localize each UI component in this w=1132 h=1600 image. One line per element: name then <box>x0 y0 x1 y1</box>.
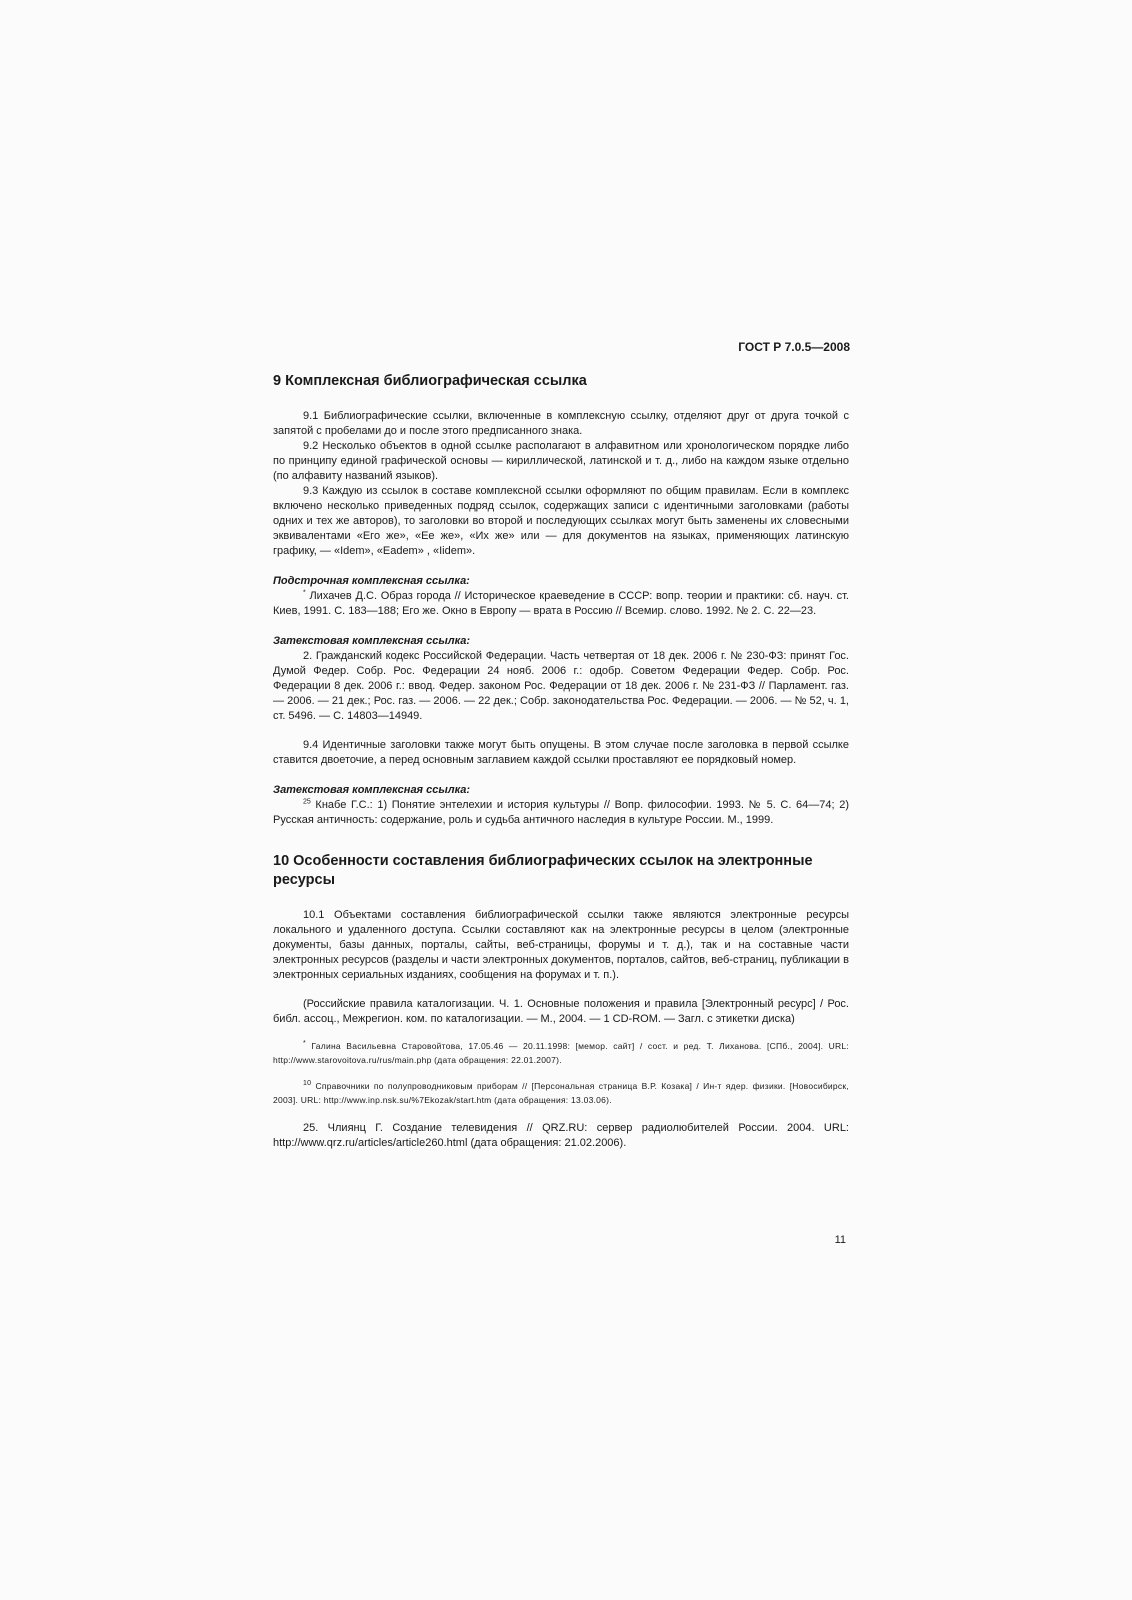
example-label-endtext-2: Затекстовая комплексная ссылка: <box>273 784 471 796</box>
example-endtext-reference-2 <box>273 798 849 828</box>
example-label-endtext: Затекстовая комплексная ссылка: <box>273 635 471 647</box>
section-10-title: 10 Особенности составления библиографических ссылок на электронные ресурсы <box>273 853 813 888</box>
section-9-title: 9 Комплексная библиографическая ссылка <box>273 373 587 389</box>
example-text: Справочники по полупроводниковым приборам // [Персональная страница В.Р. Козака] / Ин-т ядер. физики. [Новосибирск, 2003]. URL: http://www.inp.nsk.su/%7Ekozak/start.htm (дата обращения: 13.03.06). <box>273 1081 849 1105</box>
paragraph-9-1: 9.1 Библиографические ссылки, включенные в комплексную ссылку, отделяют друг от друга точкой с запятой с пробелами до и после этого предписанного знака. <box>273 410 849 437</box>
document-header: ГОСТ Р 7.0.5—2008 <box>738 340 850 354</box>
footnote-marker: 25 <box>303 798 311 806</box>
example-text: Галина Васильевна Старовойтова, 17.05.46 — 20.11.1998: [мемор. сайт] / сост. и ред. Т. Лиханова. [СПб., 2004]. URL: http://www.starovoitova.ru/rus/main.php (дата обращения: 22.01.2007). <box>273 1041 849 1065</box>
footnote-marker: 10 <box>303 1080 312 1088</box>
page-number: 11 <box>834 1234 846 1246</box>
example-footnote-reference <box>273 589 849 619</box>
example-label-footnote: Подстрочная комплексная ссылка: <box>273 575 470 587</box>
footnote-marker: * <box>303 589 306 597</box>
example-in-text-reference: (Российские правила каталогизации. Ч. 1. Основные положения и правила [Электронный ресурс] / Рос. библ. ассоц., Межрегион. ком. по каталогизации. — М., 2004. — 1 CD-ROM. — Загл. с этикетки диска) <box>273 998 849 1025</box>
example-text: Лихачев Д.С. Образ города // Историческое краеведение в СССР: вопр. теории и практики: сб. науч. ст. Киев, 1991. С. 183—188; Его же. Окно в Европу — врата в Россию // Всемир. слово. 1992. № 2. С. 22—23. <box>273 590 849 617</box>
paragraph-9-3: 9.3 Каждую из ссылок в составе комплексной ссылки оформляют по общим правилам. Если в комплекс включено несколько приведенных подряд ссылок, содержащих записи с идентичными заголовками (работы одних и тех же авторов), то заголовки во второй и последующих ссылках могут быть заменены их словесными эквивалентами «Его же», «Ее же», «Их же» или — для документов на языках, применяющих латинскую графику, — «Idem», «Eadem» , «Iidem». <box>273 485 849 557</box>
example-footnote-starovoitova <box>273 1039 849 1067</box>
page-content <box>273 372 849 1151</box>
example-footnote-kozak <box>273 1079 849 1107</box>
paragraph-9-4: 9.4 Идентичные заголовки также могут быть опущены. В этом случае после заголовка в первой ссылке ставится двоеточие, а перед основным заглавием каждой ссылки проставляют ее порядковый номер. <box>273 739 849 766</box>
example-text: Кнабе Г.С.: 1) Понятие энтелехии и история культуры // Вопр. философии. 1993. № 5. С. 64—74; 2) Русская античность: содержание, роль и судьба античного наследия в культуре России. М., 1999. <box>273 799 849 826</box>
example-endtext-qrz: 25. Члиянц Г. Создание телевидения // QRZ.RU: сервер радиолюбителей России. 2004. URL: http://www.qrz.ru/articles/article260.html (дата обращения: 21.02.2006). <box>273 1122 849 1149</box>
paragraph-9-2: 9.2 Несколько объектов в одной ссылке располагают в алфавитном или хронологическом порядке либо по принципу единой графической основы — кириллической, латинской и т. д., либо на каждом языке отдельно (по алфавиту названий языков). <box>273 440 849 482</box>
paragraph-10-1: 10.1 Объектами составления библиографической ссылки также являются электронные ресурсы локального и удаленного доступа. Ссылки составляют как на электронные ресурсы в целом (электронные документы, базы данных, порталы, сайты, веб-страницы, форумы и т. д.), так и на составные части электронных ресурсов (разделы и части электронных документов, порталов, сайтов, веб-страниц, публикации в электронных сериальных изданиях, сообщения на форумах и т. п.). <box>273 909 849 981</box>
example-endtext-reference: 2. Гражданский кодекс Российской Федерации. Часть четвертая от 18 дек. 2006 г. № 230-ФЗ: принят Гос. Думой Федер. Собр. Рос. Федерации 24 нояб. 2006 г.: одобр. Советом Федерации Федер. Собр. Рос. Федерации 8 дек. 2006 г.: ввод. Федер. законом Рос. Федерации от 18 дек. 2006 г. № 231-ФЗ // Парламент. газ. — 2006. — 21 дек.; Рос. газ. — 2006. — 22 дек.; Собр. законодательства Рос. Федерации. — 2006. — № 52, ч. 1, ст. 5496. — С. 14803—14949. <box>273 650 849 722</box>
footnote-marker: * <box>303 1040 306 1048</box>
